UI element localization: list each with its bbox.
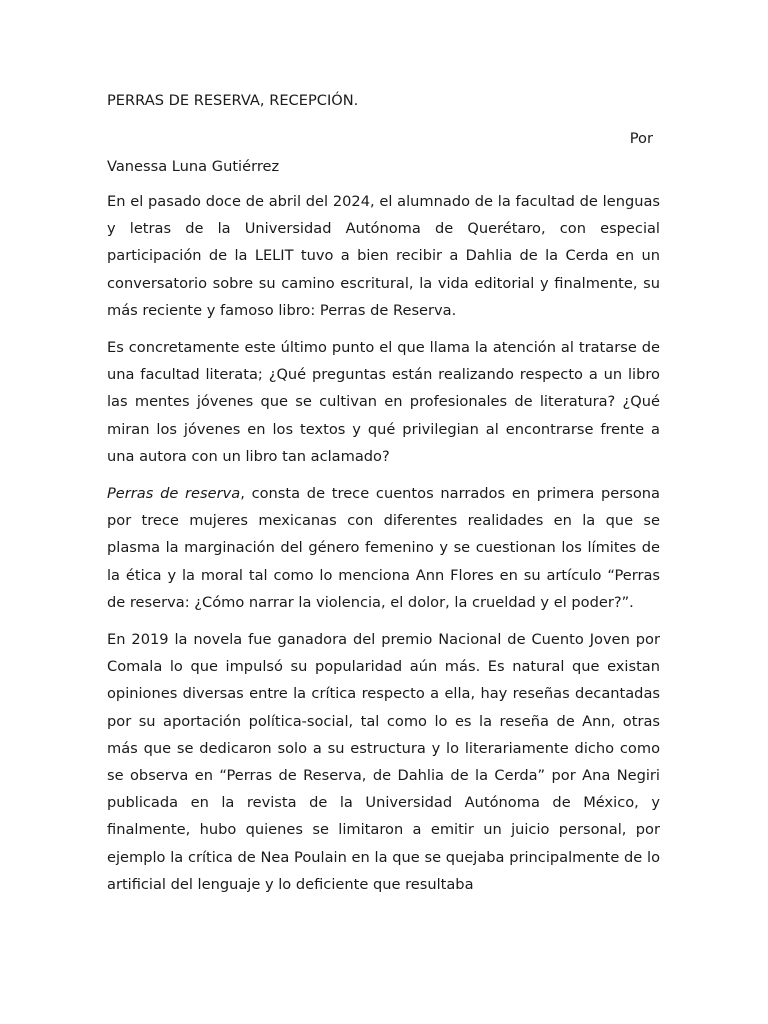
paragraph-1: En el pasado doce de abril del 2024, el alumnado de la facultad de lenguas y letras de la Universidad Autónoma de Querétaro, con especial participación de la LELIT tuvo a bien recibir a Dahlia de la Cerda en un conversatorio sobre su camino escritural, la vida editorial y finalmente, su más reciente y famoso libro: Perras de Reserva. (107, 193, 660, 319)
author-name: Vanessa Luna Gutiérrez (107, 158, 280, 175)
paragraph-4: En 2019 la novela fue ganadora del premio Nacional de Cuento Joven por Comala lo que impulsó su popularidad aún más. Es natural que existan opiniones diversas entre la crítica respecto a ella, hay reseñas decantadas por su aportación política-social, tal como lo es la reseña de Ann, otras más que se dedicaron solo a su estructura y lo literariamente dicho como se observa en “Perras de Reserva, de Dahlia de la Cerda” por Ana Negiri publicada en la revista de la Universidad Autónoma de México, y finalmente, hubo quienes se limitaron a emitir un juicio personal, por ejemplo la crítica de Nea Poulain en la que se quejaba principalmente de lo artificial del lenguaje y lo deficiente que resultaba (107, 631, 660, 893)
book-title-italic: Perras de reserva (107, 485, 241, 503)
paragraph-3 (107, 480, 660, 616)
byline: Por (629, 130, 653, 147)
paragraph-3-text: , consta de trece cuentos narrados en primera persona por trece mujeres mexicanas con diferentes realidades en la que se plasma la marginación del género femenino y se cuestionan los límites de la ética y la moral tal como lo menciona Ann Flores en su artículo “Perras de reserva: ¿Cómo narrar la violencia, el dolor, la crueldad y el poder?”. (107, 485, 660, 611)
paragraph-2: Es concretamente este último punto el que llama la atención al tratarse de una facultad literata; ¿Qué preguntas están realizando respecto a un libro las mentes jóvenes que se cultivan en profesionales de literatura? ¿Qué miran los jóvenes en los textos y qué privilegian al encontrarse frente a una autora con un libro tan aclamado? (107, 339, 660, 465)
document-page (107, 90, 660, 898)
document-title: PERRAS DE RESERVA, RECEPCIÓN. (107, 92, 359, 109)
